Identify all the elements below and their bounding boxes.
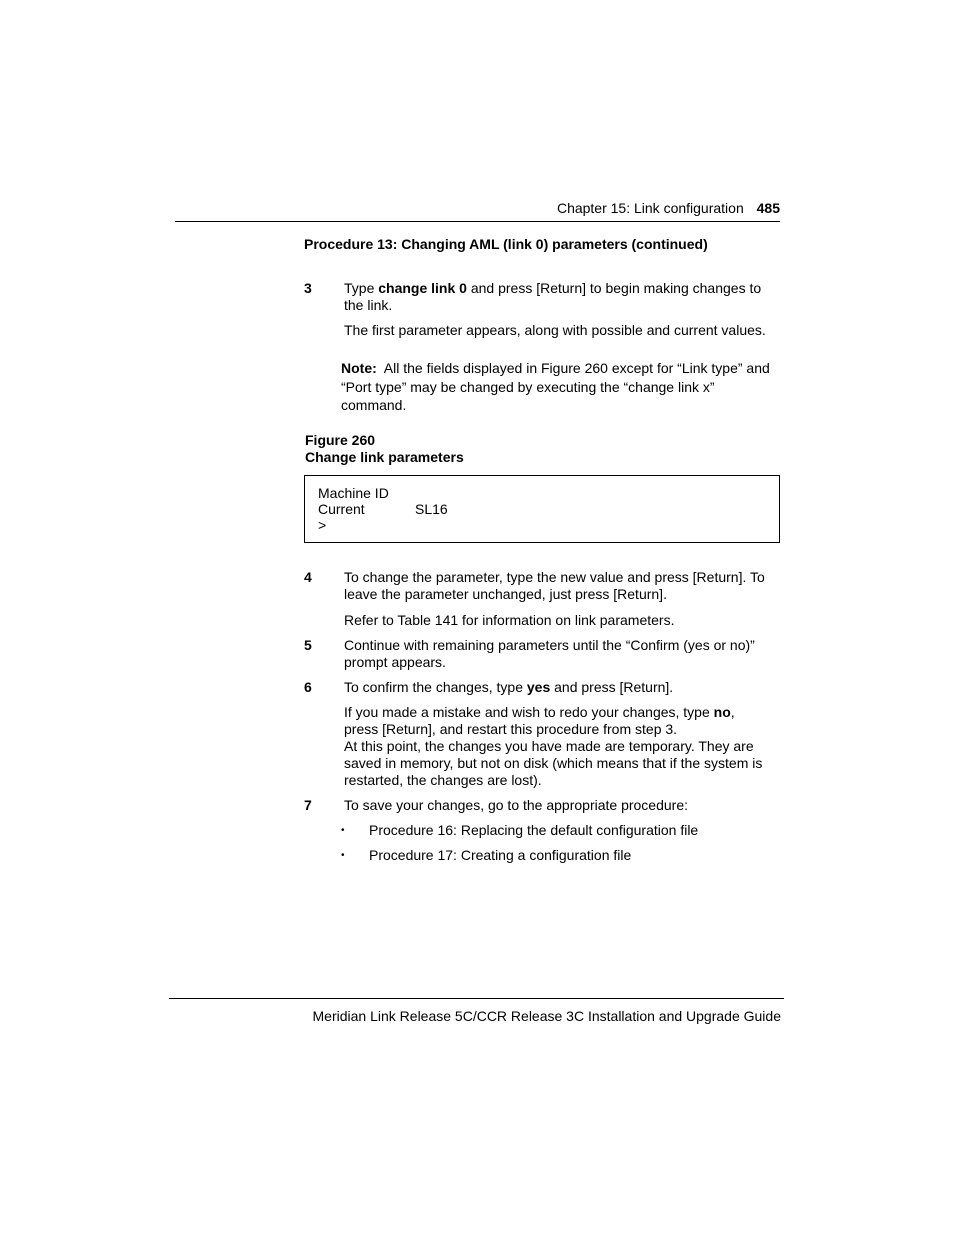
step-4-text: To change the parameter, type the new value and press [Return]. To leave the parameter unchanged, just press [Return]. — [344, 569, 765, 602]
figure-line-prompt: > — [318, 517, 327, 533]
step-5-text: Continue with remaining parameters until the “Confirm (yes or no)” prompt appears. — [344, 637, 755, 670]
figure-box — [304, 475, 780, 543]
running-header — [557, 200, 780, 217]
figure-line-current-value: SL16 — [415, 501, 448, 517]
chapter-title: Chapter 15: Link configuration — [556, 200, 744, 216]
figure-number: Figure 260 — [305, 432, 376, 448]
footer-rule — [169, 998, 784, 999]
step-7-number: 7 — [304, 797, 312, 813]
header-rule — [175, 221, 780, 222]
footer-title: Meridian Link Release 5C/CCR Release 3C Installation and Upgrade Guide — [312, 1008, 781, 1024]
step-5-number: 5 — [304, 637, 312, 653]
bullet-marker: • — [341, 850, 345, 861]
figure-line-current-label: Current — [318, 501, 365, 517]
step-7-text: To save your changes, go to the appropriate procedure: — [344, 797, 688, 813]
step-6-subtext-1: If you made a mistake and wish to redo your changes, type no, press [Return], and restart this procedure from step 3. — [344, 704, 735, 737]
bullet-item: Procedure 17: Creating a configuration file — [369, 847, 632, 863]
bullet-item: Procedure 16: Replacing the default configuration file — [369, 822, 699, 838]
step-3-text: Type change link 0 and press [Return] to begin making changes to the link. — [344, 280, 762, 313]
step-6-text: To confirm the changes, type yes and press [Return]. — [344, 679, 674, 695]
step-3-number: 3 — [304, 280, 312, 296]
command-text: change link 0 — [378, 280, 467, 296]
figure-caption: Change link parameters — [305, 449, 464, 465]
step-6-number: 6 — [304, 679, 312, 695]
figure-line-machine-id: Machine ID — [318, 485, 389, 501]
bullet-marker: • — [341, 825, 345, 836]
note-text: All the fields displayed in Figure 260 except for “Link type” and “Port type” may be changed by executing the “change link x” command. — [341, 360, 770, 413]
step-3-subtext: The first parameter appears, along with possible and current values. — [344, 322, 766, 338]
step-4-subtext: Refer to Table 141 for information on link parameters. — [344, 612, 675, 628]
page-number: 485 — [756, 200, 780, 216]
step-4-number: 4 — [304, 569, 312, 585]
note-label: Note: — [341, 360, 377, 376]
note — [341, 359, 777, 415]
step-6-subtext-2: At this point, the changes you have made are temporary. They are saved in memory, but not on disk (which means that if the system is restarted, the changes are lost). — [344, 738, 763, 788]
procedure-title: Procedure 13: Changing AML (link 0) parameters (continued) — [304, 236, 708, 252]
